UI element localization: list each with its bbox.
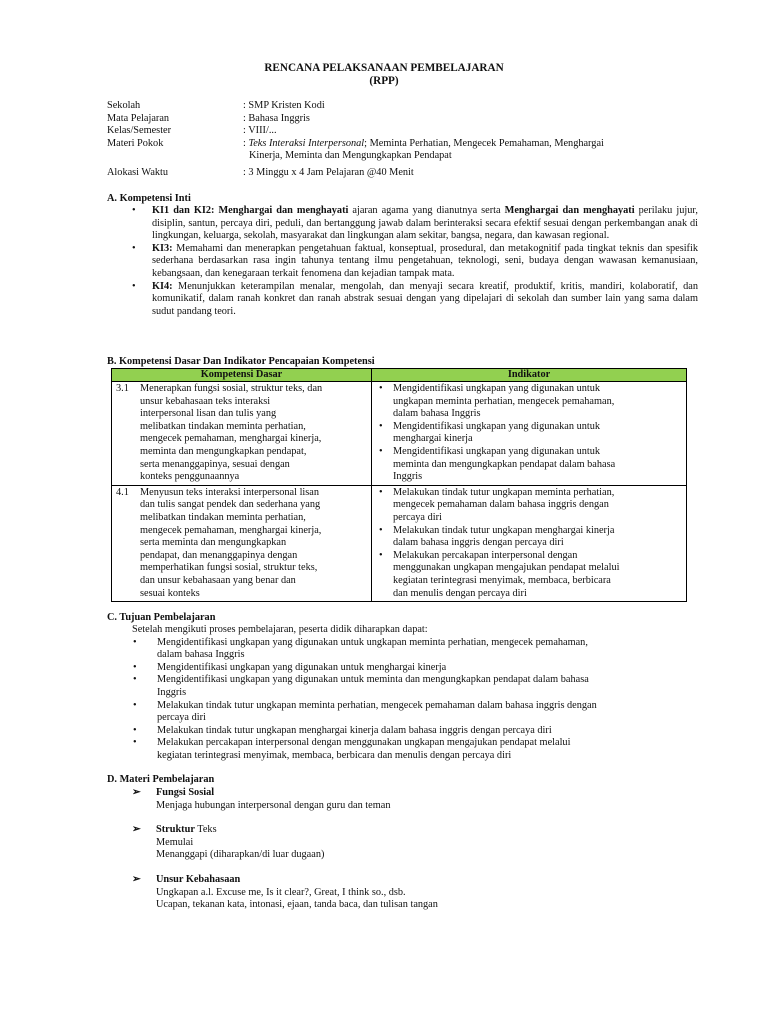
- identity-italic: Teks Interaksi Interpersonal: [248, 137, 365, 149]
- identity-row: [107, 125, 697, 138]
- bullet-icon: •: [133, 724, 137, 736]
- bullet-icon: •: [379, 549, 383, 561]
- list-item: • KI1 dan KI2: Menghargai dan menghayati ajaran agama yang dianutnya serta Menghargai dan menghayati perilaku jujur, disiplin, santun, percaya diri, peduli, dan bertanggung jawab dalam berinteraksi secara efektif sesuai dengan perkembangan anak di lingkungan, keluarga, sekolah, masyarakat dan lingkungan alam sekitar, bangsa, negara, dan kawasan regional.: [132, 205, 698, 242]
- arrow-bullet-icon: ➢: [132, 787, 141, 798]
- table-cell: 4.1 Menyusun teks interaksi interpersonal lisan dan tulis sangat pendek dan sederhana yang melibatkan tindakan meminta perhatian, mengecek pemahaman, menghargai kinerja, serta meminta dan mengungkapkan pendapat, dan menanggapinya dengan memperhatikan fungsi sosial, struktur teks, dan unsur kebahasaan yang benar dan sesuai konteks: [112, 485, 372, 601]
- identity-key: Kelas/Semester: [107, 125, 172, 137]
- identity-row: [107, 167, 697, 180]
- identity-key: Sekolah: [107, 100, 141, 111]
- identity-key: Materi Pokok: [107, 137, 164, 149]
- list-item: • Melakukan tindak tutur ungkapan menghargai kinerja dalam bahasa inggris dengan percaya diri: [133, 724, 552, 736]
- list-item: • Melakukan percakapan interpersonal dengan menggunakan ungkapan mengajukan pendapat melalui kegiatan terintegrasi menyimak, membaca, berbicara dan menulis dengan percaya diri: [133, 737, 571, 761]
- document-title: RENCANA PELAKSANAAN PEMBELAJARAN: [264, 62, 504, 74]
- materi-item: ➢ Struktur Teks Memulai Menanggapi (diharapkan/di luar dugaan): [132, 824, 325, 861]
- list-item: • Mengidentifikasi ungkapan yang digunakan untuk ungkapan meminta perhatian, mengecek pemahaman, dalam bahasa Inggris: [133, 636, 588, 661]
- bullet-icon: •: [379, 445, 383, 457]
- list-item: • KI3: Memahami dan menerapkan pengetahuan faktual, konseptual, prosedural, dan metakognitif pada tingkat teknis dan spesifik sederhana berdasarkan rasa ingin tahunya tentang ilmu pengetahuan, teknologi, seni, budaya dengan wawasan kemanusiaan, kebangsaan, dan kenegaraan terkait fenomena dan kejadian tampak mata.: [132, 242, 698, 279]
- document-subtitle: (RPP): [369, 75, 399, 87]
- column-header: Indikator: [372, 369, 687, 382]
- table-row: [112, 485, 687, 601]
- indicator-item: • Mengidentifikasi ungkapan yang digunakan untuk menghargai kinerja: [379, 420, 601, 445]
- table-cell: 3.1 Menerapkan fungsi sosial, struktur teks, dan unsur kebahasaan teks interaksi interpersonal lisan dan tulis yang melibatkan tindakan meminta perhatian, mengecek pemahaman, menghargai kinerja, meminta dan mengungkapkan pendapat, serta menanggapinya, sesuai dengan konteks penggunaannya: [112, 382, 372, 486]
- tujuan-intro: Setelah mengikuti proses pembelajaran, peserta didik diharapkan dapat:: [132, 624, 428, 635]
- bullet-icon: •: [133, 737, 137, 749]
- tujuan-list: [132, 624, 698, 763]
- bullet-icon: •: [132, 205, 136, 216]
- kd-indicator-table: [111, 368, 687, 602]
- section-b-heading: B. Kompetensi Dasar Dan Indikator Pencapaian Kompetensi: [107, 356, 375, 367]
- column-header: Kompetensi Dasar: [112, 369, 372, 382]
- bullet-icon: •: [379, 524, 383, 536]
- materi-item: ➢ Unsur Kebahasaan Ungkapan a.l. Excuse me, Is it clear?, Great, I think so., dsb. Ucapan, tekanan kata, intonasi, ejaan, tanda baca, dan tulisan tangan: [132, 873, 438, 911]
- table-cell: [372, 485, 687, 601]
- table-header-row: [112, 369, 687, 382]
- identity-row: [107, 138, 697, 163]
- identity-value: : VIII/...: [243, 125, 277, 137]
- bullet-icon: •: [133, 699, 137, 711]
- indicator-item: • Mengidentifikasi ungkapan yang digunakan untuk meminta dan mengungkapkan pendapat dalam bahasa Inggris: [379, 445, 616, 483]
- identity-value: : SMP Kristen Kodi: [243, 100, 325, 111]
- kd-number: 3.1: [116, 383, 129, 394]
- list-item: • KI4: Menunjukkan keterampilan menalar, mengolah, dan menyaji secara kreatif, produktif, kritis, mandiri, kolaboratif, dan komunikatif, dalam ranah konkret dan ranah abstrak sesuai dengan yang dipelajari di sekolah dan sumber lain yang sama dalam sudut pandang teori.: [132, 280, 698, 317]
- arrow-bullet-icon: ➢: [132, 824, 141, 836]
- identity-row: [107, 113, 697, 126]
- bullet-icon: •: [379, 420, 383, 432]
- bullet-icon: •: [379, 383, 383, 394]
- section-c-heading: C. Tujuan Pembelajaran: [107, 612, 216, 623]
- indicator-item: • Mengidentifikasi ungkapan yang digunakan untuk ungkapan meminta perhatian, mengecek pemahaman, dalam bahasa Inggris: [379, 383, 615, 420]
- kompetensi-inti-list: [132, 205, 698, 318]
- indicator-item: • Melakukan percakapan interpersonal dengan menggunakan ungkapan mengajukan pendapat melalui kegiatan terintegrasi menyimak, membaca, berbicara dan menulis dengan percaya diri: [379, 549, 620, 599]
- arrow-bullet-icon: ➢: [132, 873, 141, 885]
- list-item: • Mengidentifikasi ungkapan yang digunakan untuk menghargai kinerja: [133, 661, 447, 673]
- kd-number: 4.1: [116, 486, 129, 498]
- identity-block: [107, 100, 697, 180]
- identity-key: Mata Pelajaran: [107, 112, 170, 124]
- indicator-item: • Melakukan tindak tutur ungkapan menghargai kinerja dalam bahasa inggris dengan percaya diri: [379, 524, 615, 549]
- bullet-icon: •: [379, 486, 383, 498]
- table-cell: [372, 382, 687, 486]
- bullet-icon: •: [133, 674, 137, 686]
- table-row: [112, 382, 687, 486]
- section-d-heading: D. Materi Pembelajaran: [107, 774, 215, 785]
- list-item: • Melakukan tindak tutur ungkapan meminta perhatian, mengecek pemahaman dalam bahasa inggris dengan percaya diri: [133, 699, 597, 724]
- identity-value: : Teks Interaksi Interpersonal; Meminta Perhatian, Mengecek Pemahaman, Menghargai: [243, 137, 604, 149]
- bullet-icon: •: [132, 280, 136, 292]
- materi-list: [132, 787, 698, 912]
- materi-item: ➢ Fungsi Sosial Menjaga hubungan interpersonal dengan guru dan teman: [132, 787, 391, 811]
- section-a-heading: A. Kompetensi Inti: [107, 193, 191, 204]
- indicator-item: • Melakukan tindak tutur ungkapan meminta perhatian, mengecek pemahaman dalam bahasa inggris dengan percaya diri: [379, 486, 615, 523]
- identity-row: [107, 100, 697, 113]
- identity-key: Alokasi Waktu: [107, 166, 169, 178]
- bullet-icon: •: [132, 242, 136, 254]
- bullet-icon: •: [133, 661, 137, 673]
- bullet-icon: •: [133, 636, 137, 648]
- identity-value-cont: Kinerja, Meminta dan Mengungkapkan Pendapat: [249, 150, 452, 162]
- list-item: • Mengidentifikasi ungkapan yang digunakan untuk meminta dan mengungkapkan pendapat dalam bahasa Inggris: [133, 674, 589, 698]
- identity-value: : 3 Minggu x 4 Jam Pelajaran @40 Menit: [243, 166, 414, 178]
- identity-value: : Bahasa Inggris: [243, 112, 310, 124]
